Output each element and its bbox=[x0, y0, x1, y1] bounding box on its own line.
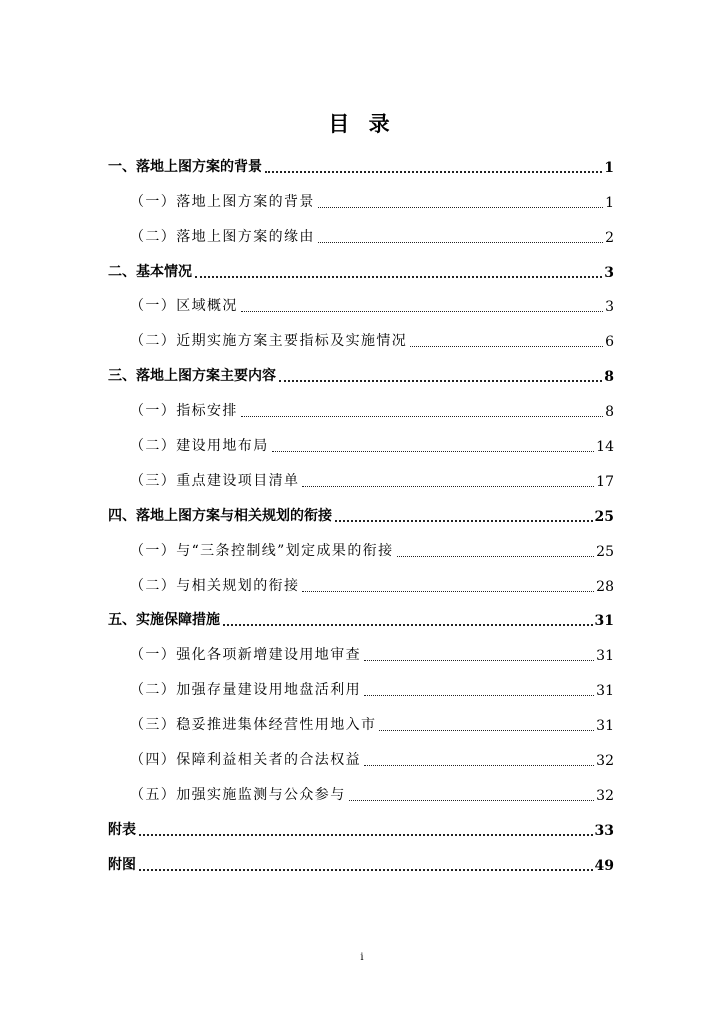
toc-chapter-entry[interactable] bbox=[108, 255, 614, 290]
toc-dot-leader bbox=[349, 800, 595, 801]
toc-dot-leader bbox=[318, 242, 603, 243]
toc-entry-page: 33 bbox=[594, 822, 614, 839]
toc-dot-leader bbox=[139, 834, 593, 836]
toc-dot-leader bbox=[139, 869, 593, 871]
toc-chapter-entry[interactable] bbox=[108, 848, 614, 883]
toc-chapter-entry[interactable] bbox=[108, 359, 614, 394]
toc-dot-leader bbox=[265, 171, 602, 173]
toc-entry-label: （一）强化各项新增建设用地审查 bbox=[130, 647, 361, 664]
toc-section-entry[interactable] bbox=[108, 429, 614, 464]
toc-entry-page: 32 bbox=[596, 787, 614, 804]
toc-section-entry[interactable] bbox=[108, 569, 614, 604]
toc-dot-leader bbox=[302, 486, 594, 487]
toc-chapter-entry[interactable] bbox=[108, 604, 614, 639]
toc-section-entry[interactable] bbox=[108, 708, 614, 743]
toc-entry-page: 3 bbox=[604, 264, 614, 281]
toc-dot-leader bbox=[318, 207, 603, 208]
toc-entry-label: 五、实施保障措施 bbox=[108, 612, 220, 629]
toc-entry-label: 附图 bbox=[108, 856, 136, 873]
toc-entry-label: （一）落地上图方案的背景 bbox=[130, 193, 315, 210]
table-of-contents bbox=[108, 150, 614, 883]
toc-dot-leader bbox=[410, 346, 603, 347]
toc-dot-leader bbox=[195, 276, 602, 278]
toc-entry-label: （二）近期实施方案主要指标及实施情况 bbox=[130, 333, 408, 350]
toc-section-entry[interactable] bbox=[108, 638, 614, 673]
toc-dot-leader bbox=[272, 451, 595, 452]
toc-entry-page: 31 bbox=[594, 613, 614, 630]
toc-entry-page: 1 bbox=[604, 159, 614, 176]
toc-entry-label: （三）稳妥推进集体经营性用地入市 bbox=[130, 717, 377, 734]
toc-entry-page: 32 bbox=[596, 753, 614, 770]
toc-section-entry[interactable] bbox=[108, 324, 614, 359]
toc-entry-page: 31 bbox=[596, 683, 614, 700]
toc-entry-page: 28 bbox=[596, 578, 614, 595]
toc-section-entry[interactable] bbox=[108, 220, 614, 255]
page-number: i bbox=[360, 952, 364, 963]
toc-dot-leader bbox=[223, 624, 593, 626]
toc-entry-page: 31 bbox=[596, 718, 614, 735]
toc-entry-label: （一）区域概况 bbox=[130, 298, 238, 315]
toc-entry-label: （二）与相关规划的衔接 bbox=[130, 577, 300, 594]
toc-entry-page: 17 bbox=[596, 473, 614, 490]
toc-chapter-entry[interactable] bbox=[108, 813, 614, 848]
toc-chapter-entry[interactable] bbox=[108, 499, 614, 534]
toc-entry-label: （一）与“三条控制线”划定成果的衔接 bbox=[130, 542, 394, 559]
toc-dot-leader bbox=[364, 765, 594, 766]
toc-entry-page: 6 bbox=[605, 334, 614, 351]
toc-section-entry[interactable] bbox=[108, 185, 614, 220]
toc-entry-label: （三）重点建设项目清单 bbox=[130, 472, 300, 489]
toc-entry-page: 31 bbox=[596, 648, 614, 665]
toc-dot-leader bbox=[364, 660, 594, 661]
toc-entry-label: 二、基本情况 bbox=[108, 263, 192, 280]
toc-entry-page: 8 bbox=[604, 369, 614, 386]
toc-entry-page: 1 bbox=[605, 194, 614, 211]
toc-entry-label: （一）指标安排 bbox=[130, 403, 238, 420]
toc-section-entry[interactable] bbox=[108, 534, 614, 569]
toc-section-entry[interactable] bbox=[108, 743, 614, 778]
toc-section-entry[interactable] bbox=[108, 778, 614, 813]
toc-section-entry[interactable] bbox=[108, 673, 614, 708]
toc-entry-label: （二）落地上图方案的缘由 bbox=[130, 228, 315, 245]
toc-entry-page: 2 bbox=[605, 229, 614, 246]
toc-section-entry[interactable] bbox=[108, 290, 614, 325]
toc-entry-label: 四、落地上图方案与相关规划的衔接 bbox=[108, 507, 332, 524]
toc-entry-label: （五）加强实施监测与公众参与 bbox=[130, 786, 346, 803]
toc-dot-leader bbox=[335, 520, 593, 522]
toc-entry-page: 3 bbox=[605, 299, 614, 316]
toc-entry-page: 8 bbox=[605, 404, 614, 421]
toc-entry-page: 25 bbox=[594, 508, 614, 525]
toc-dot-leader bbox=[379, 730, 594, 731]
toc-entry-page: 14 bbox=[596, 439, 614, 456]
page-title: 目 录 bbox=[328, 111, 396, 136]
toc-entry-label: 附表 bbox=[108, 821, 136, 838]
toc-dot-leader bbox=[241, 416, 603, 417]
toc-entry-label: 三、落地上图方案主要内容 bbox=[108, 368, 276, 385]
toc-section-entry[interactable] bbox=[108, 464, 614, 499]
toc-chapter-entry[interactable] bbox=[108, 150, 614, 185]
toc-entry-label: （四）保障利益相关者的合法权益 bbox=[130, 752, 361, 769]
toc-dot-leader bbox=[241, 311, 603, 312]
toc-dot-leader bbox=[302, 591, 594, 592]
toc-entry-label: （二）加强存量建设用地盘活利用 bbox=[130, 682, 361, 699]
toc-entry-page: 49 bbox=[594, 857, 614, 874]
toc-dot-leader bbox=[397, 556, 595, 557]
toc-dot-leader bbox=[279, 380, 602, 382]
toc-entry-label: （二）建设用地布局 bbox=[130, 438, 269, 455]
toc-entry-page: 25 bbox=[596, 543, 614, 560]
toc-section-entry[interactable] bbox=[108, 394, 614, 429]
toc-entry-label: 一、落地上图方案的背景 bbox=[108, 158, 262, 175]
toc-dot-leader bbox=[364, 695, 594, 696]
